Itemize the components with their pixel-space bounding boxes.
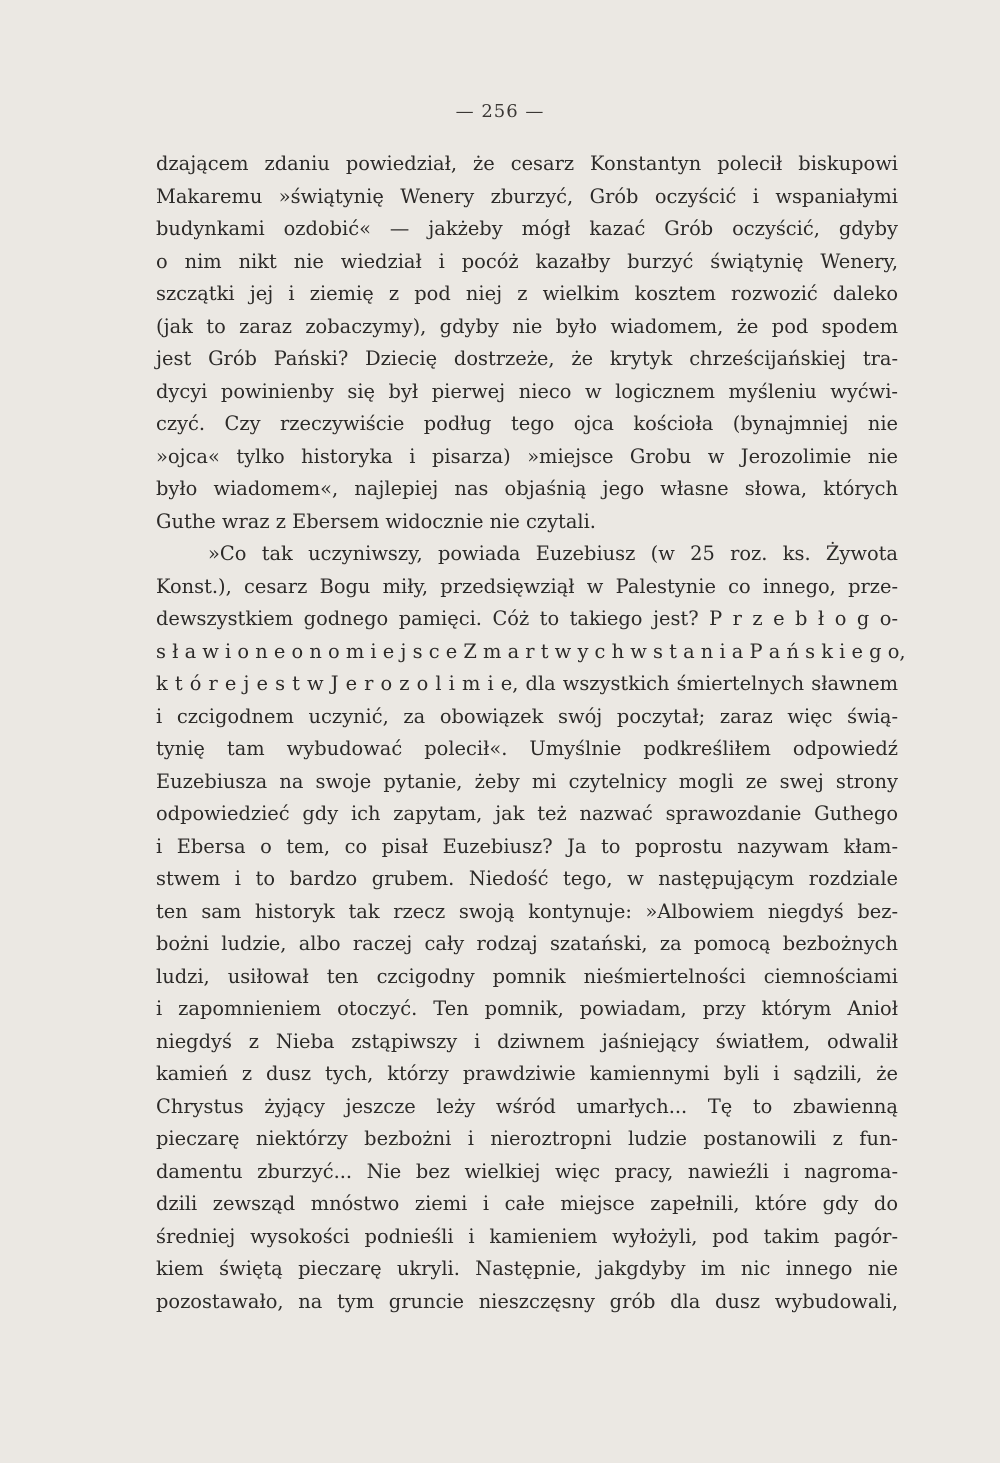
- text-line: i Ebersa o tem, co pisał Euzebiusz? Ja to poprostu nazywam kłam-: [156, 834, 898, 858]
- text-line: średniej wysokości podnieśli i kamieniem wyłożyli, pod takim pagór-: [156, 1224, 898, 1248]
- text-line: »Co tak uczyniwszy, powiada Euzebiusz (w 25 roz. ks. Żywota: [208, 542, 898, 565]
- text-line: (jak to zaraz zobaczymy), gdyby nie było wiadomem, że pod spodem: [156, 314, 898, 338]
- text-line: dycyi powinienby się był pierwej nieco w logicznem myśleniu wyćwi-: [156, 379, 898, 403]
- text-line: odpowiedzieć gdy ich zapytam, jak też nazwać sprawozdanie Guthego: [156, 802, 898, 825]
- text-line: Makaremu »świątynię Wenery zburzyć, Grób oczyścić i wspaniałymi: [156, 184, 898, 208]
- text-line: pieczarę niektórzy bezbożni i nieroztropni ludzie postanowili z fun-: [156, 1127, 898, 1150]
- text-line: tynię tam wybudować polecił«. Umyślnie podkreśliłem odpowiedź: [156, 737, 898, 760]
- text-line: Chrystus żyjący jeszcze leży wśród umarłych... Tę to zbawienną: [156, 1094, 898, 1118]
- text-line: Konst.), cesarz Bogu miły, przedsięwziął w Palestynie co innego, prze-: [156, 574, 898, 598]
- text-line: czyć. Czy rzeczywiście podług tego ojca kościoła (bynajmniej nie: [156, 412, 898, 435]
- text-line: budynkami ozdobić« — jakżeby mógł kazać Grób oczyścić, gdyby: [156, 217, 898, 240]
- text-line: dzili zewsząd mnóstwo ziemi i całe miejsce zapełnili, które gdy do: [156, 1192, 898, 1215]
- text-line: k t ó r e j e s t w J e r o z o l i m i e, dla wszystkich śmiertelnych sławnem: [156, 672, 898, 695]
- text-line: »ojca« tylko historyka i pisarza) »miejsce Grobu w Jerozolimie nie: [156, 444, 898, 468]
- text-line: było wiadomem«, najlepiej nas objaśnią jego własne słowa, których: [156, 477, 898, 500]
- text-line: ludzi, usiłował ten czcigodny pomnik nieśmiertelności ciemnościami: [156, 964, 898, 988]
- text-line: dzającem zdaniu powiedział, że cesarz Konstantyn polecił biskupowi: [156, 152, 898, 175]
- text-line: s ł a w i o n e o n o m i e j s c e Z m a r t w y c h w s t a n i a P a ń s k i e g o,: [156, 639, 906, 663]
- body-text: [156, 148, 906, 1318]
- text-line: i zapomnieniem otoczyć. Ten pomnik, powiadam, przy którym Anioł: [156, 997, 898, 1020]
- text-line: dewszystkiem godnego pamięci. Cóż to takiego jest? P r z e b ł o g o-: [156, 607, 898, 630]
- text-line: szczątki jej i ziemię z pod niej z wielkim kosztem rozwozić daleko: [156, 282, 898, 305]
- page-number: — 256 —: [455, 101, 545, 122]
- text-line: Euzebiusza na swoje pytanie, żeby mi czytelnicy mogli ze swej strony: [156, 769, 898, 793]
- text-line: niegdyś z Nieba zstąpiwszy i dziwnem jaśniejący światłem, odwalił: [156, 1029, 898, 1053]
- text-line: ten sam historyk tak rzecz swoją kontynuje: »Albowiem niegdyś bez-: [156, 899, 898, 923]
- text-line: o nim nikt nie wiedział i pocóż kazałby burzyć świątynię Wenery,: [156, 249, 898, 273]
- text-line: kamień z dusz tych, którzy prawdziwie kamiennymi byli i sądzili, że: [156, 1062, 898, 1085]
- text-line: Guthe wraz z Ebersem widocznie nie czytali.: [156, 509, 596, 533]
- text-line: i czcigodnem uczynić, za obowiązek swój poczytał; zaraz więc świą-: [156, 704, 898, 728]
- text-line: pozostawało, na tym gruncie nieszczęsny grób dla dusz wybudowali,: [156, 1289, 898, 1313]
- text-line: stwem i to bardzo grubem. Niedość tego, w następującym rozdziale: [156, 867, 898, 890]
- text-line: jest Grób Pański? Dziecię dostrzeże, że krytyk chrześcijańskiej tra-: [156, 347, 898, 370]
- text-line: damentu zburzyć... Nie bez wielkiej więc pracy, nawieźli i nagroma-: [156, 1159, 898, 1183]
- text-line: kiem świętą pieczarę ukryli. Następnie, jakgdyby im nic innego nie: [156, 1257, 898, 1280]
- text-line: bożni ludzie, albo raczej cały rodzaj szatański, za pomocą bezbożnych: [156, 932, 898, 955]
